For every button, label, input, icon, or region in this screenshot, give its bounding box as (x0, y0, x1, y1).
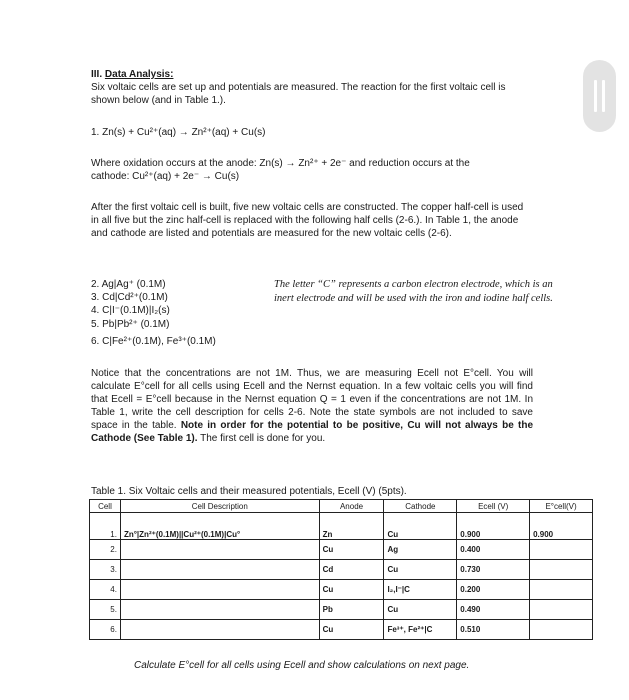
header-cathode: Cathode (384, 500, 457, 513)
cell-description[interactable] (120, 600, 319, 620)
header-anode: Anode (319, 500, 384, 513)
header-ecell: Ecell (V) (457, 500, 530, 513)
table-row (90, 513, 593, 540)
table-caption: Table 1. Six Voltaic cells and their measured potentials, Ecell (V) (5pts). (91, 486, 407, 497)
cell-description[interactable] (120, 540, 319, 560)
cell-ecell: 0.490 (457, 600, 530, 620)
header-e-standard: E°cell(V) (530, 500, 593, 513)
cell-e-standard[interactable] (530, 580, 593, 600)
row-number: 1. (90, 513, 121, 540)
table-row (90, 580, 593, 600)
table-row (90, 620, 593, 640)
cell-ecell: 0.510 (457, 620, 530, 640)
cell-cathode: Ag (384, 540, 457, 560)
pause-icon[interactable] (583, 60, 616, 132)
header-cell: Cell (90, 500, 121, 513)
cell-ecell: 0.730 (457, 560, 530, 580)
oxidation-line-1: Where oxidation occurs at the anode: Zn(s) → Zn²⁺ + 2e⁻ and reduction occurs at the (91, 158, 470, 169)
row-number: 3. (90, 560, 121, 580)
half-cell-item: 4. C|I⁻(0.1M)|I₂(s) (91, 305, 170, 316)
table-header-row (90, 500, 593, 513)
table-row (90, 560, 593, 580)
table-footer-instruction: Calculate E°cell for all cells using Ecell and show calculations on next page. (134, 660, 470, 671)
results-table (89, 499, 593, 640)
cell-e-standard[interactable] (530, 540, 593, 560)
after-first-paragraph: After the first voltaic cell is built, five new voltaic cells are constructed. The copper half-cell is used in all five but the zinc half-cell is replaced with the following half cells (2-6.). In Table 1, the anode and cathode are listed and potentials are measured for the new voltaic cells (2-6). (91, 202, 524, 239)
table-row (90, 600, 593, 620)
reaction-equation: 1. Zn(s) + Cu²⁺(aq) → Zn²⁺(aq) + Cu(s) (91, 127, 266, 138)
section-number: III. (91, 69, 105, 80)
cell-anode: Cu (319, 540, 384, 560)
row-number: 2. (90, 540, 121, 560)
notice-bold-text: Note in order for the potential to be positive, Cu will not always be the Cathode (See Table 1). (91, 420, 534, 444)
row-number: 6. (90, 620, 121, 640)
cell-anode: Pb (319, 600, 384, 620)
half-cell-item: 5. Pb|Pb²⁺ (0.1M) (91, 319, 170, 330)
notice-text: Notice that the concentrations are not 1M. Thus, we are measuring Ecell not E°cell. You will calculate E°cell for all cells using Ecell and the Nernst equation. In a few voltaic cells you will find that Ecell = E°cell because in the Nernst equation Q = 1 even if the concentrations are not 1M. In Table 1, write the cell description for cells 2-6. Note the state symbols are not included to save space in the table. (91, 368, 533, 431)
cell-description[interactable] (120, 560, 319, 580)
notice-paragraph (91, 367, 533, 445)
cell-anode: Cu (319, 580, 384, 600)
cell-cathode: Cu (384, 600, 457, 620)
oxidation-line-2: cathode: Cu²⁺(aq) + 2e⁻ → Cu(s) (91, 171, 240, 182)
cell-cathode: I₂,I⁻|C (384, 580, 457, 600)
cell-ecell: 0.200 (457, 580, 530, 600)
cell-e-standard: 0.900 (530, 513, 593, 540)
half-cell-item: 6. C|Fe²⁺(0.1M), Fe³⁺(0.1M) (91, 336, 216, 347)
cell-description: Zn°|Zn²⁺(0.1M)||Cu²⁺(0.1M)|Cu° (120, 513, 319, 540)
row-number: 4. (90, 580, 121, 600)
notice-end-text: The first cell is done for you. (200, 433, 326, 444)
cell-ecell: 0.900 (457, 513, 530, 540)
cell-description[interactable] (120, 620, 319, 640)
section-heading (91, 68, 173, 81)
cell-description[interactable] (120, 580, 319, 600)
cell-e-standard[interactable] (530, 560, 593, 580)
carbon-electrode-note: The letter “C” represents a carbon electron electrode, which is an inert electrode and will be used with the iron and iodine half cells. (274, 279, 553, 304)
cell-anode: Cd (319, 560, 384, 580)
cell-cathode: Cu (384, 513, 457, 540)
half-cell-item: 3. Cd|Cd²⁺(0.1M) (91, 292, 168, 303)
cell-e-standard[interactable] (530, 600, 593, 620)
cell-anode: Zn (319, 513, 384, 540)
header-description: Cell Description (120, 500, 319, 513)
cell-ecell: 0.400 (457, 540, 530, 560)
intro-paragraph: Six voltaic cells are set up and potentials are measured. The reaction for the first voltaic cell is shown below (and in Table 1.). (91, 82, 506, 106)
cell-cathode: Cu (384, 560, 457, 580)
cell-cathode: Fe³⁺, Fe²⁺|C (384, 620, 457, 640)
section-title: Data Analysis: (104, 69, 174, 80)
half-cell-item: 2. Ag|Ag⁺ (0.1M) (91, 279, 166, 290)
row-number: 5. (90, 600, 121, 620)
table-row (90, 540, 593, 560)
cell-e-standard[interactable] (530, 620, 593, 640)
cell-anode: Cu (319, 620, 384, 640)
